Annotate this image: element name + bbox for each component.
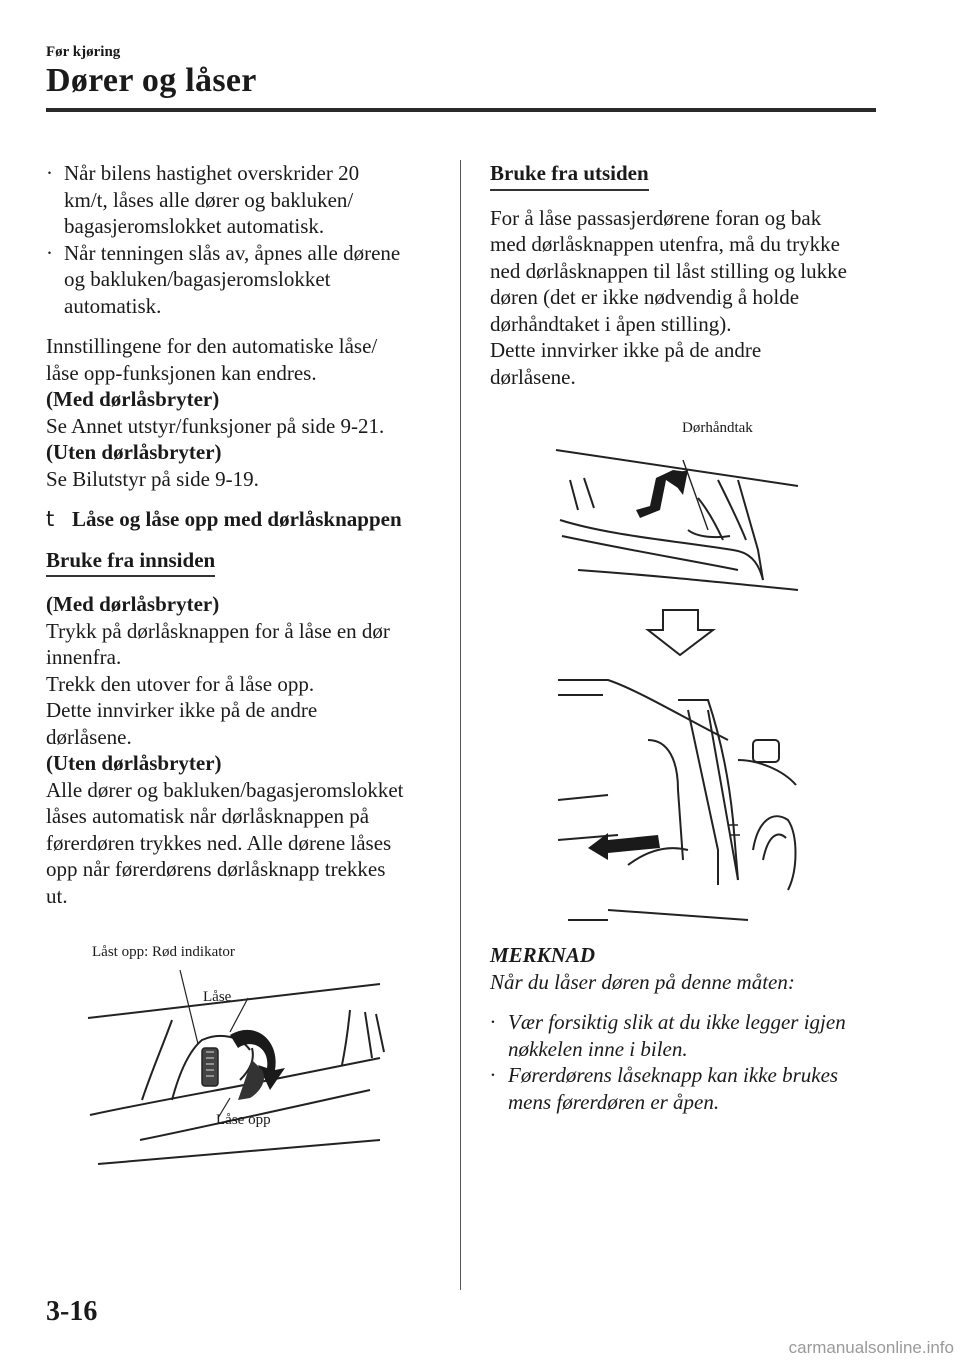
bullet-dot-icon: · [46,161,53,185]
note-block [490,942,890,1115]
note-bullet [490,1009,890,1062]
bullet-item [46,160,446,240]
body-line: dørlåsene. [46,724,132,749]
body-line: Trekk den utover for å låse opp. [46,671,315,696]
without-switch-label: (Uten dørlåsbryter) [46,440,222,464]
body-line: opp når førerdørens dørlåsknapp trekkes [46,857,386,881]
body-line: Dette innvirker ikke på de andre [46,698,318,722]
bullet-dot-icon: · [490,1063,496,1087]
with-switch-label: (Med dørlåsbryter) [46,592,220,616]
note-line: Vær forsiktig slik at du ikke legger igjen [508,1010,846,1034]
body-line: døren (det er ikke nødvendig å holde [490,285,800,309]
bullet-dot-icon: · [490,1010,496,1034]
subheading-inside: Bruke fra innsiden [46,547,215,578]
section-heading-text: Låse og låse opp med dørlåsknappen [72,507,402,531]
label-lock: Låse [203,989,232,1005]
see-reference: Se Annet utstyr/funksjoner på side 9-21. [46,413,385,438]
column-divider [460,160,461,1290]
body-line: Alle dører og bakluken/bagasjeromslokket [46,777,404,802]
bullet-dot-icon: · [46,240,53,265]
inside-lock-illustration [80,940,400,1170]
note-line: Førerdørens låseknapp kan ikke brukes [508,1063,839,1087]
section-label: Før kjøring [46,44,121,60]
body-line: låses automatisk når dørlåsknappen på [46,804,370,828]
settings-text: låse opp-funksjonen kan endres. [46,360,317,385]
bullet-line: bagasjeromslokket automatisk. [64,214,325,238]
label-red-indicator: Låst opp: Rød indikator [92,944,235,960]
body-line: dørlåsene. [490,364,576,389]
see-reference: Se Bilutstyr på side 9-19. [46,466,259,491]
page-number: 3-16 [46,1296,98,1327]
label-unlock: Låse opp [216,1112,271,1128]
right-column [490,160,890,390]
without-switch-label: (Uten dørlåsbryter) [46,751,222,775]
bullet-item [46,240,446,320]
body-line: ned dørlåsknappen til låst stilling og lukke [490,258,847,283]
bullet-line: Når bilens hastighet overskrider 20 [64,161,360,185]
bullet-line: og bakluken/bagasjeromslokket [64,267,331,291]
subheading-outside: Bruke fra utsiden [490,160,649,191]
settings-text: Innstillingene for den automatiske låse/ [46,334,378,358]
bullet-line: km/t, låses alle dører og bakluken/ [64,187,354,212]
body-line: ut. [46,883,68,908]
title-rule [46,108,876,112]
note-line: mens førerdøren er åpen. [508,1089,720,1114]
body-line: Dette innvirker ikke på de andre [490,338,762,362]
note-title: MERKNAD [490,943,596,967]
body-line: For å låse passasjerdørene foran og bak [490,205,822,230]
body-line: innenfra. [46,645,122,669]
bullet-line: Når tenningen slås av, åpnes alle dørene [64,240,401,265]
body-line: Trykk på dørlåsknappen for å låse en dør [46,618,390,643]
left-column [46,160,446,909]
with-switch-label: (Med dørlåsbryter) [46,387,220,411]
bullet-line: automatisk. [64,293,162,318]
watermark: carmanualsonline.info [788,1338,954,1357]
body-line: dørhåndtaket i åpen stilling). [490,311,732,336]
body-line: med dørlåsknappen utenfra, må du trykke [490,232,840,256]
page-title: Dører og låser [46,62,257,99]
label-door-handle: Dørhåndtak [682,420,753,436]
body-line: førerdøren trykkes ned. Alle dørene låses [46,830,392,855]
note-intro: Når du låser døren på denne måten: [490,969,795,994]
note-bullet [490,1062,890,1115]
note-line: nøkkelen inne i bilen. [508,1036,688,1061]
section-heading [46,506,446,533]
outside-lock-illustration [548,440,808,930]
heading-marker-icon: t [46,507,55,531]
